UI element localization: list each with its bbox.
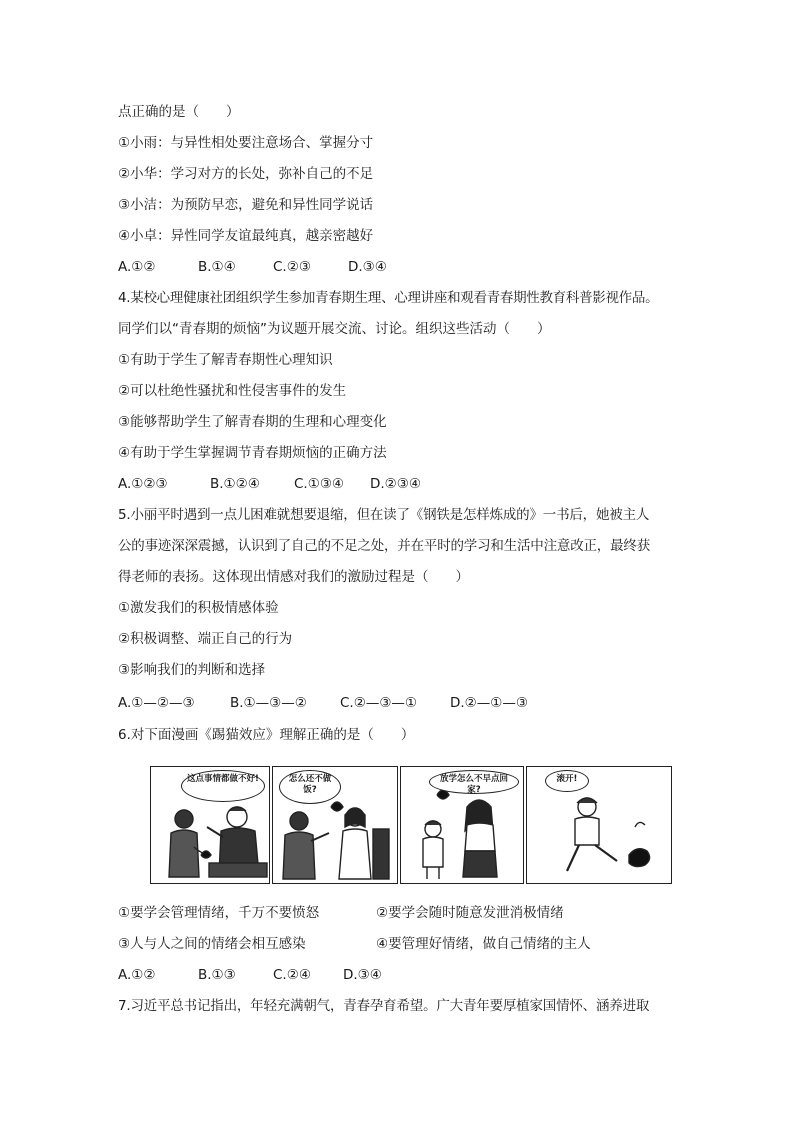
- q4-option-b: B.①②④: [210, 476, 260, 492]
- q5-item-1: ①激发我们的积极情感体验: [118, 600, 279, 616]
- q5-options: [118, 693, 528, 713]
- q5-option-d: D.②—①—③: [450, 695, 528, 711]
- q4-item-2: ②可以杜绝性骚扰和性侵害事件的发生: [118, 383, 347, 399]
- q3-item-4: ④小卓：异性同学友谊最纯真，越亲密越好: [118, 228, 374, 244]
- q4-stem-line-2: 同学们以“青春期的烦恼”为议题开展交流、讨论。组织这些活动（ ）: [118, 321, 551, 337]
- q6-item-2: ②要学会随时随意发泄消极情绪: [376, 905, 564, 921]
- q5-stem-line-1: 5.小丽平时遇到一点儿困难就想要退缩，但在读了《钢铁是怎样炼成的》一书后，她被主人: [118, 507, 650, 523]
- comic-panel-4: [526, 766, 672, 884]
- q5-option-b: B.①—③—②: [230, 695, 307, 711]
- q3-options: [118, 257, 387, 277]
- q5-option-a: A.①—②—③: [118, 695, 195, 711]
- q6-stem: 6.对下面漫画《踢猫效应》理解正确的是（ ）: [118, 727, 415, 743]
- q6-item-3: ③人与人之间的情绪会相互感染: [118, 936, 306, 952]
- q4-option-c: C.①③④: [294, 476, 345, 492]
- q5-stem-line-3: 得老师的表扬。这体现出情感对我们的激励过程是（ ）: [118, 569, 469, 585]
- q6-option-b: B.①③: [198, 967, 236, 983]
- q6-items-row-2: [118, 934, 591, 954]
- q4-item-3: ③能够帮助学生了解青春期的生理和心理变化: [118, 414, 387, 430]
- comic-panel-2: [272, 766, 398, 884]
- q3-item-3: ③小洁：为预防早恋，避免和异性同学说话: [118, 197, 374, 213]
- q3-item-1: ①小雨：与异性相处要注意场合、掌握分寸: [118, 135, 374, 151]
- q3-option-a: A.①②: [118, 259, 156, 275]
- q5-stem-line-2: 公的事迹深深震撼，认识到了自己的不足之处，并在平时的学习和生活中注意改正，最终获: [118, 538, 650, 554]
- q4-item-1: ①有助于学生了解青春期性心理知识: [118, 352, 333, 368]
- q4-option-a: A.①②③: [118, 476, 168, 492]
- q6-items-row-1: [118, 903, 564, 923]
- comic-bubble-3: 放学怎么不早点回家?: [429, 770, 519, 794]
- q7-stem: 7.习近平总书记指出，年轻充满朝气，青春孕育希望。广大青年要厚植家国情怀、涵养进取: [118, 998, 650, 1014]
- q3-option-b: B.①④: [198, 259, 236, 275]
- q5-option-c: C.②—③—①: [340, 695, 418, 711]
- q6-options: [118, 965, 382, 985]
- comic-bubble-2: 怎么还不做饭?: [279, 770, 341, 804]
- q5-item-3: ③影响我们的判断和选择: [118, 662, 266, 678]
- q6-item-4: ④要管理好情绪，做自己情绪的主人: [376, 936, 591, 952]
- q4-option-d: D.②③④: [370, 476, 421, 492]
- comic-panel-3: [400, 766, 524, 884]
- q3-item-2: ②小华：学习对方的长处，弥补自己的不足: [118, 166, 374, 182]
- comic-panel-1: [150, 766, 270, 884]
- kick-the-cat-comic: [150, 766, 672, 884]
- q3-stem-tail: 点正确的是（ ）: [118, 104, 240, 120]
- q4-options: [118, 474, 421, 494]
- q6-option-c: C.②④: [273, 967, 311, 983]
- q3-option-c: C.②③: [273, 259, 311, 275]
- q4-item-4: ④有助于学生掌握调节青春期烦恼的正确方法: [118, 445, 387, 461]
- comic-bubble-1: 这点事情都做不好!: [181, 770, 265, 802]
- q6-option-a: A.①②: [118, 967, 156, 983]
- q6-item-1: ①要学会管理情绪，千万不要愤怒: [118, 905, 320, 921]
- comic-bubble-4: 滚开!: [545, 770, 589, 792]
- q3-option-d: D.③④: [348, 259, 387, 275]
- q6-option-d: D.③④: [343, 967, 382, 983]
- q4-stem-line-1: 4.某校心理健康社团组织学生参加青春期生理、心理讲座和观看青春期性教育科普影视作品。: [118, 290, 659, 306]
- q5-item-2: ②积极调整、端正自己的行为: [118, 631, 293, 647]
